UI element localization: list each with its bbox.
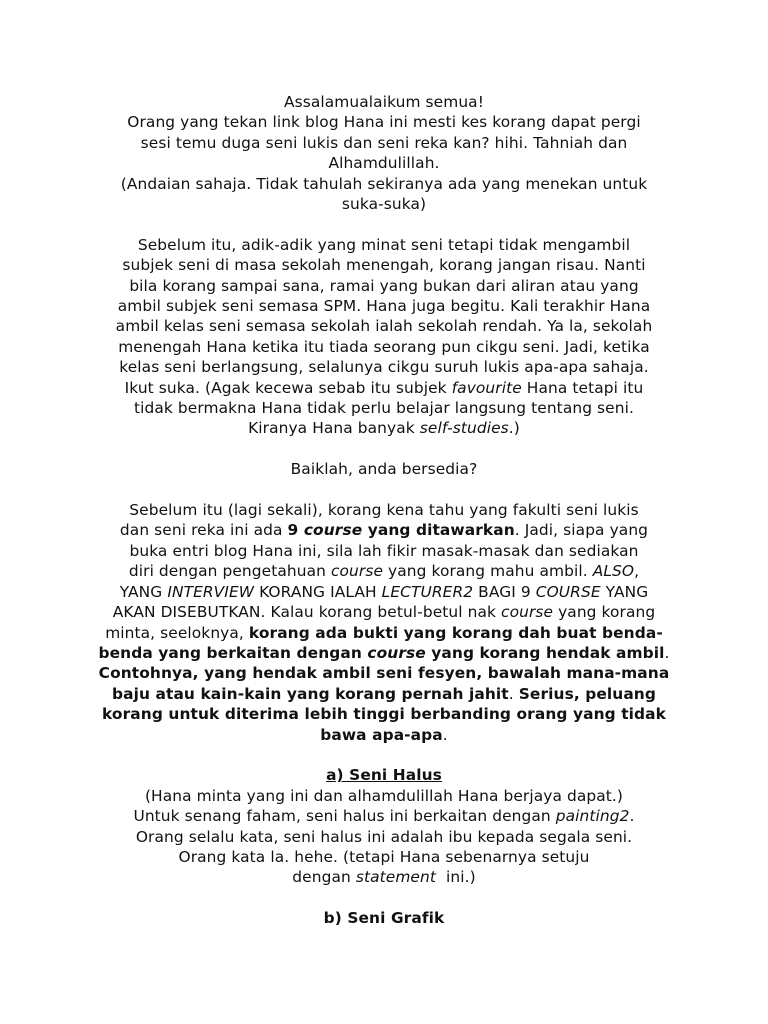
intro-note-line: (Andaian sahaja. Tidak tahulah sekiranya ada yang menekan untuk: [120, 174, 648, 193]
text-run: YANG: [600, 582, 649, 601]
bold-run: 9: [287, 521, 304, 540]
paragraph-gap: [80, 439, 688, 459]
paragraph-line: [80, 643, 688, 663]
text-run: Kiranya Hana banyak: [248, 419, 420, 438]
italic-term: course: [330, 562, 384, 581]
paragraph-line: [80, 520, 688, 540]
text-run: yang korang mahu ambil.: [383, 562, 593, 581]
bold-run: yang korang hendak ambil: [425, 643, 665, 662]
text-run: ini.): [435, 868, 476, 887]
text-run: yang korang: [553, 603, 656, 622]
paragraph-line: Orang kata la. hehe. (tetapi Hana sebenarnya setuju: [178, 847, 590, 866]
italic-term: course: [501, 603, 554, 622]
text-run: AKAN DISEBUTKAN. Kalau korang betul-betul nak: [112, 603, 502, 622]
paragraph-line: bila korang sampai sana, ramai yang bukan dari aliran atau yang: [129, 276, 639, 295]
paragraph-line: [80, 602, 688, 622]
paragraph-line: Orang selalu kata, seni halus ini adalah ibu kepada segala seni.: [135, 827, 633, 846]
paragraph-line: [80, 725, 688, 745]
paragraph-line: [80, 806, 688, 826]
paragraph-gap: [80, 745, 688, 765]
text-run: KORANG IALAH: [254, 582, 382, 601]
paragraph-line: korang untuk diterima lebih tinggi berbanding orang yang tidak: [102, 705, 666, 724]
paragraph-gap: [80, 214, 688, 234]
greeting-text: Assalamualaikum semua!: [284, 93, 484, 111]
bold-italic-term: course: [303, 521, 363, 540]
bold-run: bawa apa-apa: [320, 725, 443, 744]
paragraph-gap: [80, 480, 688, 500]
paragraph-line: Sebelum itu (lagi sekali), korang kena tahu yang fakulti seni lukis: [129, 501, 639, 520]
italic-term: statement: [355, 868, 436, 887]
italic-term: painting2: [555, 807, 630, 826]
ready-question: Baiklah, anda bersedia?: [290, 460, 478, 479]
paragraph-line: menengah Hana ketika itu tiada seorang pun cikgu seni. Jadi, ketika: [118, 337, 650, 356]
italic-term: COURSE: [535, 582, 601, 601]
paragraph-line: tidak bermakna Hana tidak perlu belajar langsung tentang seni.: [134, 399, 634, 418]
text-run: .: [442, 725, 448, 744]
intro-line: Alhamdulillah.: [328, 154, 440, 173]
bold-run: korang ada bukti yang korang dah buat benda-: [248, 623, 663, 642]
paragraph-line: Contohnya, yang hendak ambil seni fesyen, bawalah mana-mana: [98, 664, 670, 683]
bold-run: yang ditawarkan: [362, 521, 515, 540]
text-run: . Jadi, siapa yang: [514, 521, 649, 540]
text-run: Ikut suka. (Agak kecewa sebab itu subjek: [124, 378, 452, 397]
text-run: YANG: [119, 582, 168, 601]
text-run: Hana tetapi itu: [521, 378, 644, 397]
bold-run: baju atau kain-kain yang korang pernah jahit: [112, 684, 509, 703]
text-run: .: [664, 643, 670, 662]
intro-line: Orang yang tekan link blog Hana ini mesti kes korang dapat pergi: [127, 113, 641, 132]
section-heading: a) Seni Halus: [326, 766, 442, 785]
paragraph-line: (Hana minta yang ini dan alhamdulillah Hana berjaya dapat.): [144, 786, 624, 805]
paragraph-line: subjek seni di masa sekolah menengah, korang jangan risau. Nanti: [122, 256, 646, 275]
paragraph-line: [80, 561, 688, 581]
text-run: .): [508, 419, 520, 438]
text-run: Untuk senang faham, seni halus ini berkaitan dengan: [133, 807, 556, 826]
text-run: .: [629, 807, 635, 826]
text-run: dengan: [292, 868, 356, 887]
italic-term: self-studies: [419, 419, 509, 438]
paragraph-line: [80, 684, 688, 704]
paragraph-line: [80, 378, 688, 398]
italic-term: INTERVIEW: [167, 582, 255, 601]
section-b: [80, 908, 688, 928]
section-a: [80, 765, 688, 887]
text-run: .: [508, 684, 519, 703]
paragraph-line: kelas seni berlangsung, selalunya cikgu suruh lukis apa-apa sahaja.: [119, 358, 649, 377]
section-heading: b) Seni Grafik: [323, 909, 445, 928]
paragraph-line: buka entri blog Hana ini, sila lah fikir masak-masak dan sediakan: [129, 541, 639, 560]
paragraph-gap: [80, 888, 688, 908]
intro-paragraph: [80, 92, 688, 214]
paragraph-line: ambil subjek seni semasa SPM. Hana juga begitu. Kali terakhir Hana: [117, 297, 651, 316]
text-run: diri dengan pengetahuan: [128, 562, 331, 581]
document-page: [80, 92, 688, 929]
bold-run: benda yang berkaitan dengan: [98, 643, 368, 662]
bold-italic-term: course: [367, 643, 426, 662]
text-run: dan seni reka ini ada: [119, 521, 288, 540]
text-run: minta, seeloknya,: [105, 623, 249, 642]
courses-paragraph: [80, 500, 688, 745]
bold-run: Serius, peluang: [518, 684, 656, 703]
italic-term: LECTURER2: [381, 582, 474, 601]
italic-term: favourite: [451, 378, 522, 397]
paragraph-line: [80, 623, 688, 643]
paragraph-line: [80, 418, 688, 438]
background-paragraph: [80, 235, 688, 439]
italic-term: ALSO: [592, 562, 635, 581]
text-run: ,: [634, 562, 640, 581]
paragraph-line: [80, 582, 688, 602]
paragraph-line: ambil kelas seni semasa sekolah ialah sekolah rendah. Ya la, sekolah: [115, 317, 653, 336]
intro-line: sesi temu duga seni lukis dan seni reka kan? hihi. Tahniah dan: [140, 133, 628, 152]
intro-note-line: suka-suka): [341, 195, 427, 214]
paragraph-line: Sebelum itu, adik-adik yang minat seni tetapi tidak mengambil: [137, 235, 631, 254]
text-run: BAGI 9: [473, 582, 536, 601]
paragraph-line: [80, 867, 688, 887]
